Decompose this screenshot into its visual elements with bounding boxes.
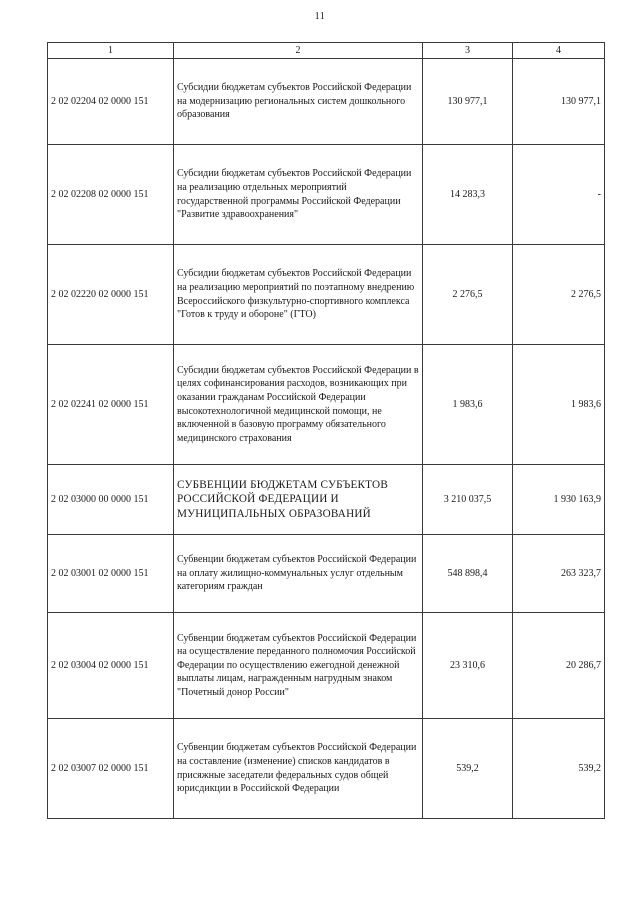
table-row: [48, 465, 605, 535]
table-row: [48, 535, 605, 613]
amount-col3-cell: 2 276,5: [423, 245, 513, 345]
table-row: [48, 245, 605, 345]
budget-code-cell: 2 02 02208 02 0000 151: [48, 145, 174, 245]
amount-col4-cell: 130 977,1: [513, 59, 605, 145]
table-row: [48, 719, 605, 819]
amount-col3-cell: 1 983,6: [423, 345, 513, 465]
amount-col3-cell: 130 977,1: [423, 59, 513, 145]
revenue-name-cell: Субсидии бюджетам субъектов Российской Федерации на модернизацию региональных систем дошкольного образования: [174, 59, 423, 145]
budget-code-cell: 2 02 02220 02 0000 151: [48, 245, 174, 345]
table-row: [48, 345, 605, 465]
amount-col4-cell: 263 323,7: [513, 535, 605, 613]
column-header-4: 4: [513, 43, 605, 59]
budget-code-cell: 2 02 03007 02 0000 151: [48, 719, 174, 819]
amount-col3-cell: 548 898,4: [423, 535, 513, 613]
amount-col3-cell: 23 310,6: [423, 613, 513, 719]
header-row: [48, 43, 605, 59]
table-body: [48, 59, 605, 819]
amount-col4-cell: 2 276,5: [513, 245, 605, 345]
revenue-name-cell: Субсидии бюджетам субъектов Российской Федерации на реализацию отдельных мероприятий государственной программы Российской Федерации "Развитие здравоохранения": [174, 145, 423, 245]
column-header-2: 2: [174, 43, 423, 59]
revenue-name-cell: Субвенции бюджетам субъектов Российской Федерации на составление (изменение) списков кандидатов в присяжные заседатели федеральных судов общей юрисдикции в Российской Федерации: [174, 719, 423, 819]
amount-col4-cell: 20 286,7: [513, 613, 605, 719]
amount-col3-cell: 539,2: [423, 719, 513, 819]
budget-code-cell: 2 02 03001 02 0000 151: [48, 535, 174, 613]
budget-code-cell: 2 02 02241 02 0000 151: [48, 345, 174, 465]
column-header-1: 1: [48, 43, 174, 59]
budget-code-cell: 2 02 03000 00 0000 151: [48, 465, 174, 535]
table-row: [48, 145, 605, 245]
amount-col3-cell: 3 210 037,5: [423, 465, 513, 535]
amount-col4-cell: 539,2: [513, 719, 605, 819]
amount-col4-cell: 1 983,6: [513, 345, 605, 465]
amount-col4-cell: 1 930 163,9: [513, 465, 605, 535]
amount-col3-cell: 14 283,3: [423, 145, 513, 245]
table-header: [48, 43, 605, 59]
revenue-name-cell: Субсидии бюджетам субъектов Российской Федерации на реализацию мероприятий по поэтапному внедрению Всероссийского физкультурно-спортивного комплекса "Готов к труду и обороне" (ГТО): [174, 245, 423, 345]
revenue-name-cell: СУБВЕНЦИИ БЮДЖЕТАМ СУБЪЕКТОВ РОССИЙСКОЙ ФЕДЕРАЦИИ И МУНИЦИПАЛЬНЫХ ОБРАЗОВАНИЙ: [174, 465, 423, 535]
budget-code-cell: 2 02 03004 02 0000 151: [48, 613, 174, 719]
revenue-name-cell: Субсидии бюджетам субъектов Российской Федерации в целях софинансирования расходов, возникающих при оказании гражданам Российской Федерации высокотехнологичной медицинской помощи, не включенной в базовую программу обязательного медицинского страхования: [174, 345, 423, 465]
page-number: 11: [314, 11, 326, 22]
amount-col4-cell: -: [513, 145, 605, 245]
table-row: [48, 613, 605, 719]
table-row: [48, 59, 605, 145]
revenue-name-cell: Субвенции бюджетам субъектов Российской Федерации на оплату жилищно-коммунальных услуг отдельным категориям граждан: [174, 535, 423, 613]
budget-code-cell: 2 02 02204 02 0000 151: [48, 59, 174, 145]
column-header-3: 3: [423, 43, 513, 59]
budget-revenue-table: [47, 42, 605, 819]
revenue-name-cell: Субвенции бюджетам субъектов Российской Федерации на осуществление переданного полномочия Российской Федерации по осуществлению ежегодной денежной выплаты лицам, награжденным нагрудным знаком "Почетный донор России": [174, 613, 423, 719]
